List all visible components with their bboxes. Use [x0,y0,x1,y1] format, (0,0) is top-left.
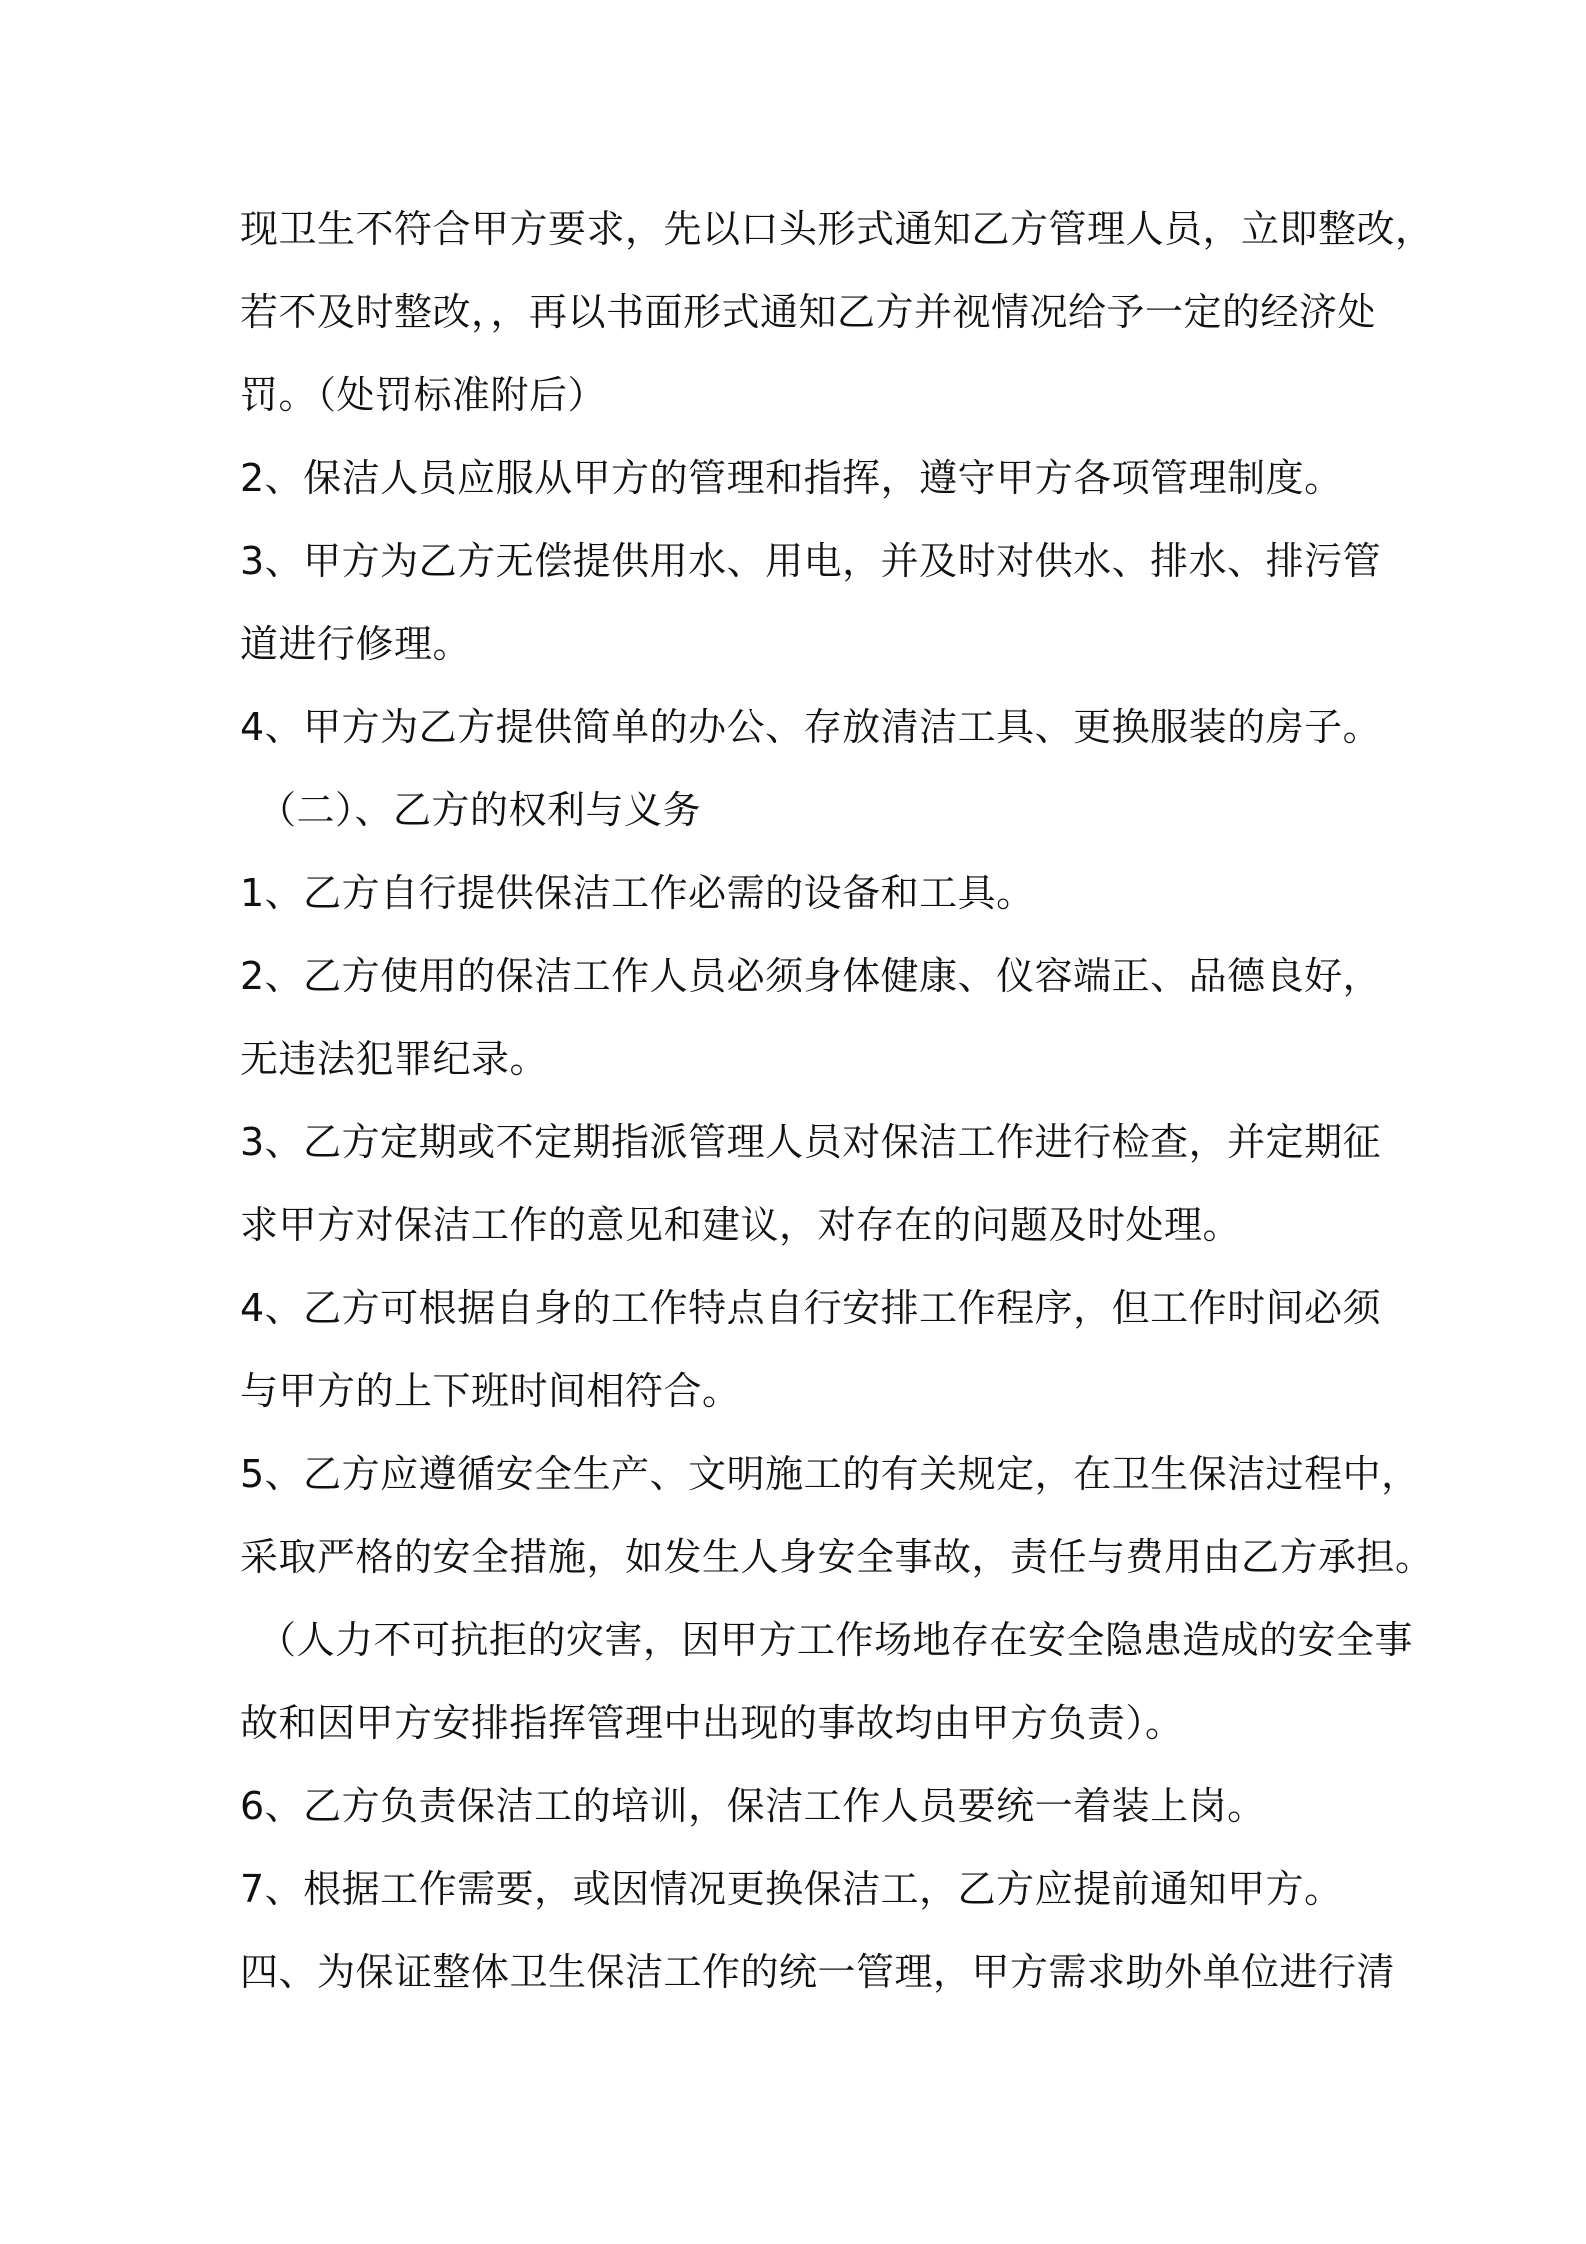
section-heading-party-b: （二）、乙方的权利与义务 [258,788,702,832]
clause-party-b-1: 1、乙方自行提供保洁工作必需的设备和工具。 [240,871,1035,915]
clause-party-a-2: 2、保洁人员应服从甲方的管理和指挥，遵守甲方各项管理制度。 [240,456,1343,500]
text-line: 采取严格的安全措施，如发生人身安全事故，责任与费用由乙方承担。 [240,1535,1434,1579]
text-line: 现卫生不符合甲方要求，先以口头形式通知乙方管理人员，立即整改， [240,207,1434,251]
clause-party-a-3: 3、甲方为乙方无偿提供用水、用电，并及时对供水、排水、排污管 [240,539,1382,583]
clause-party-b-4: 4、乙方可根据自身的工作特点自行安排工作程序，但工作时间必须 [240,1286,1382,1330]
text-line: 罚。（处罚标准附后） [240,373,607,417]
text-line: 道进行修理。 [240,622,472,666]
text-line: 求甲方对保洁工作的意见和建议，对存在的问题及时处理。 [240,1203,1242,1247]
document-body [240,188,1434,2014]
clause-party-b-5: 5、乙方应遵循安全生产、文明施工的有关规定，在卫生保洁过程中， [240,1452,1420,1496]
clause-party-b-7: 7、根据工作需要，或因情况更换保洁工，乙方应提前通知甲方。 [240,1867,1343,1911]
section-four: 四、为保证整体卫生保洁工作的统一管理，甲方需求助外单位进行清 [240,1950,1396,1994]
clause-party-b-6: 6、乙方负责保洁工的培训，保洁工作人员要统一着装上岗。 [240,1784,1266,1828]
clause-party-b-3: 3、乙方定期或不定期指派管理人员对保洁工作进行检查，并定期征 [240,1120,1382,1164]
text-line: （人力不可抗拒的灾害，因甲方工作场地存在安全隐患造成的安全事 [258,1618,1414,1662]
clause-party-b-2: 2、乙方使用的保洁工作人员必须身体健康、仪容端正、品德良好， [240,954,1382,998]
text-line: 与甲方的上下班时间相符合。 [240,1369,741,1413]
clause-party-a-4: 4、甲方为乙方提供简单的办公、存放清洁工具、更换服装的房子。 [240,705,1382,749]
text-line: 无违法犯罪纪录。 [240,1037,549,1081]
text-line: 故和因甲方安排指挥管理中出现的事故均由甲方负责）。 [240,1701,1184,1745]
text-line: 若不及时整改，，再以书面形式通知乙方并视情况给予一定的经济处 [240,290,1377,334]
